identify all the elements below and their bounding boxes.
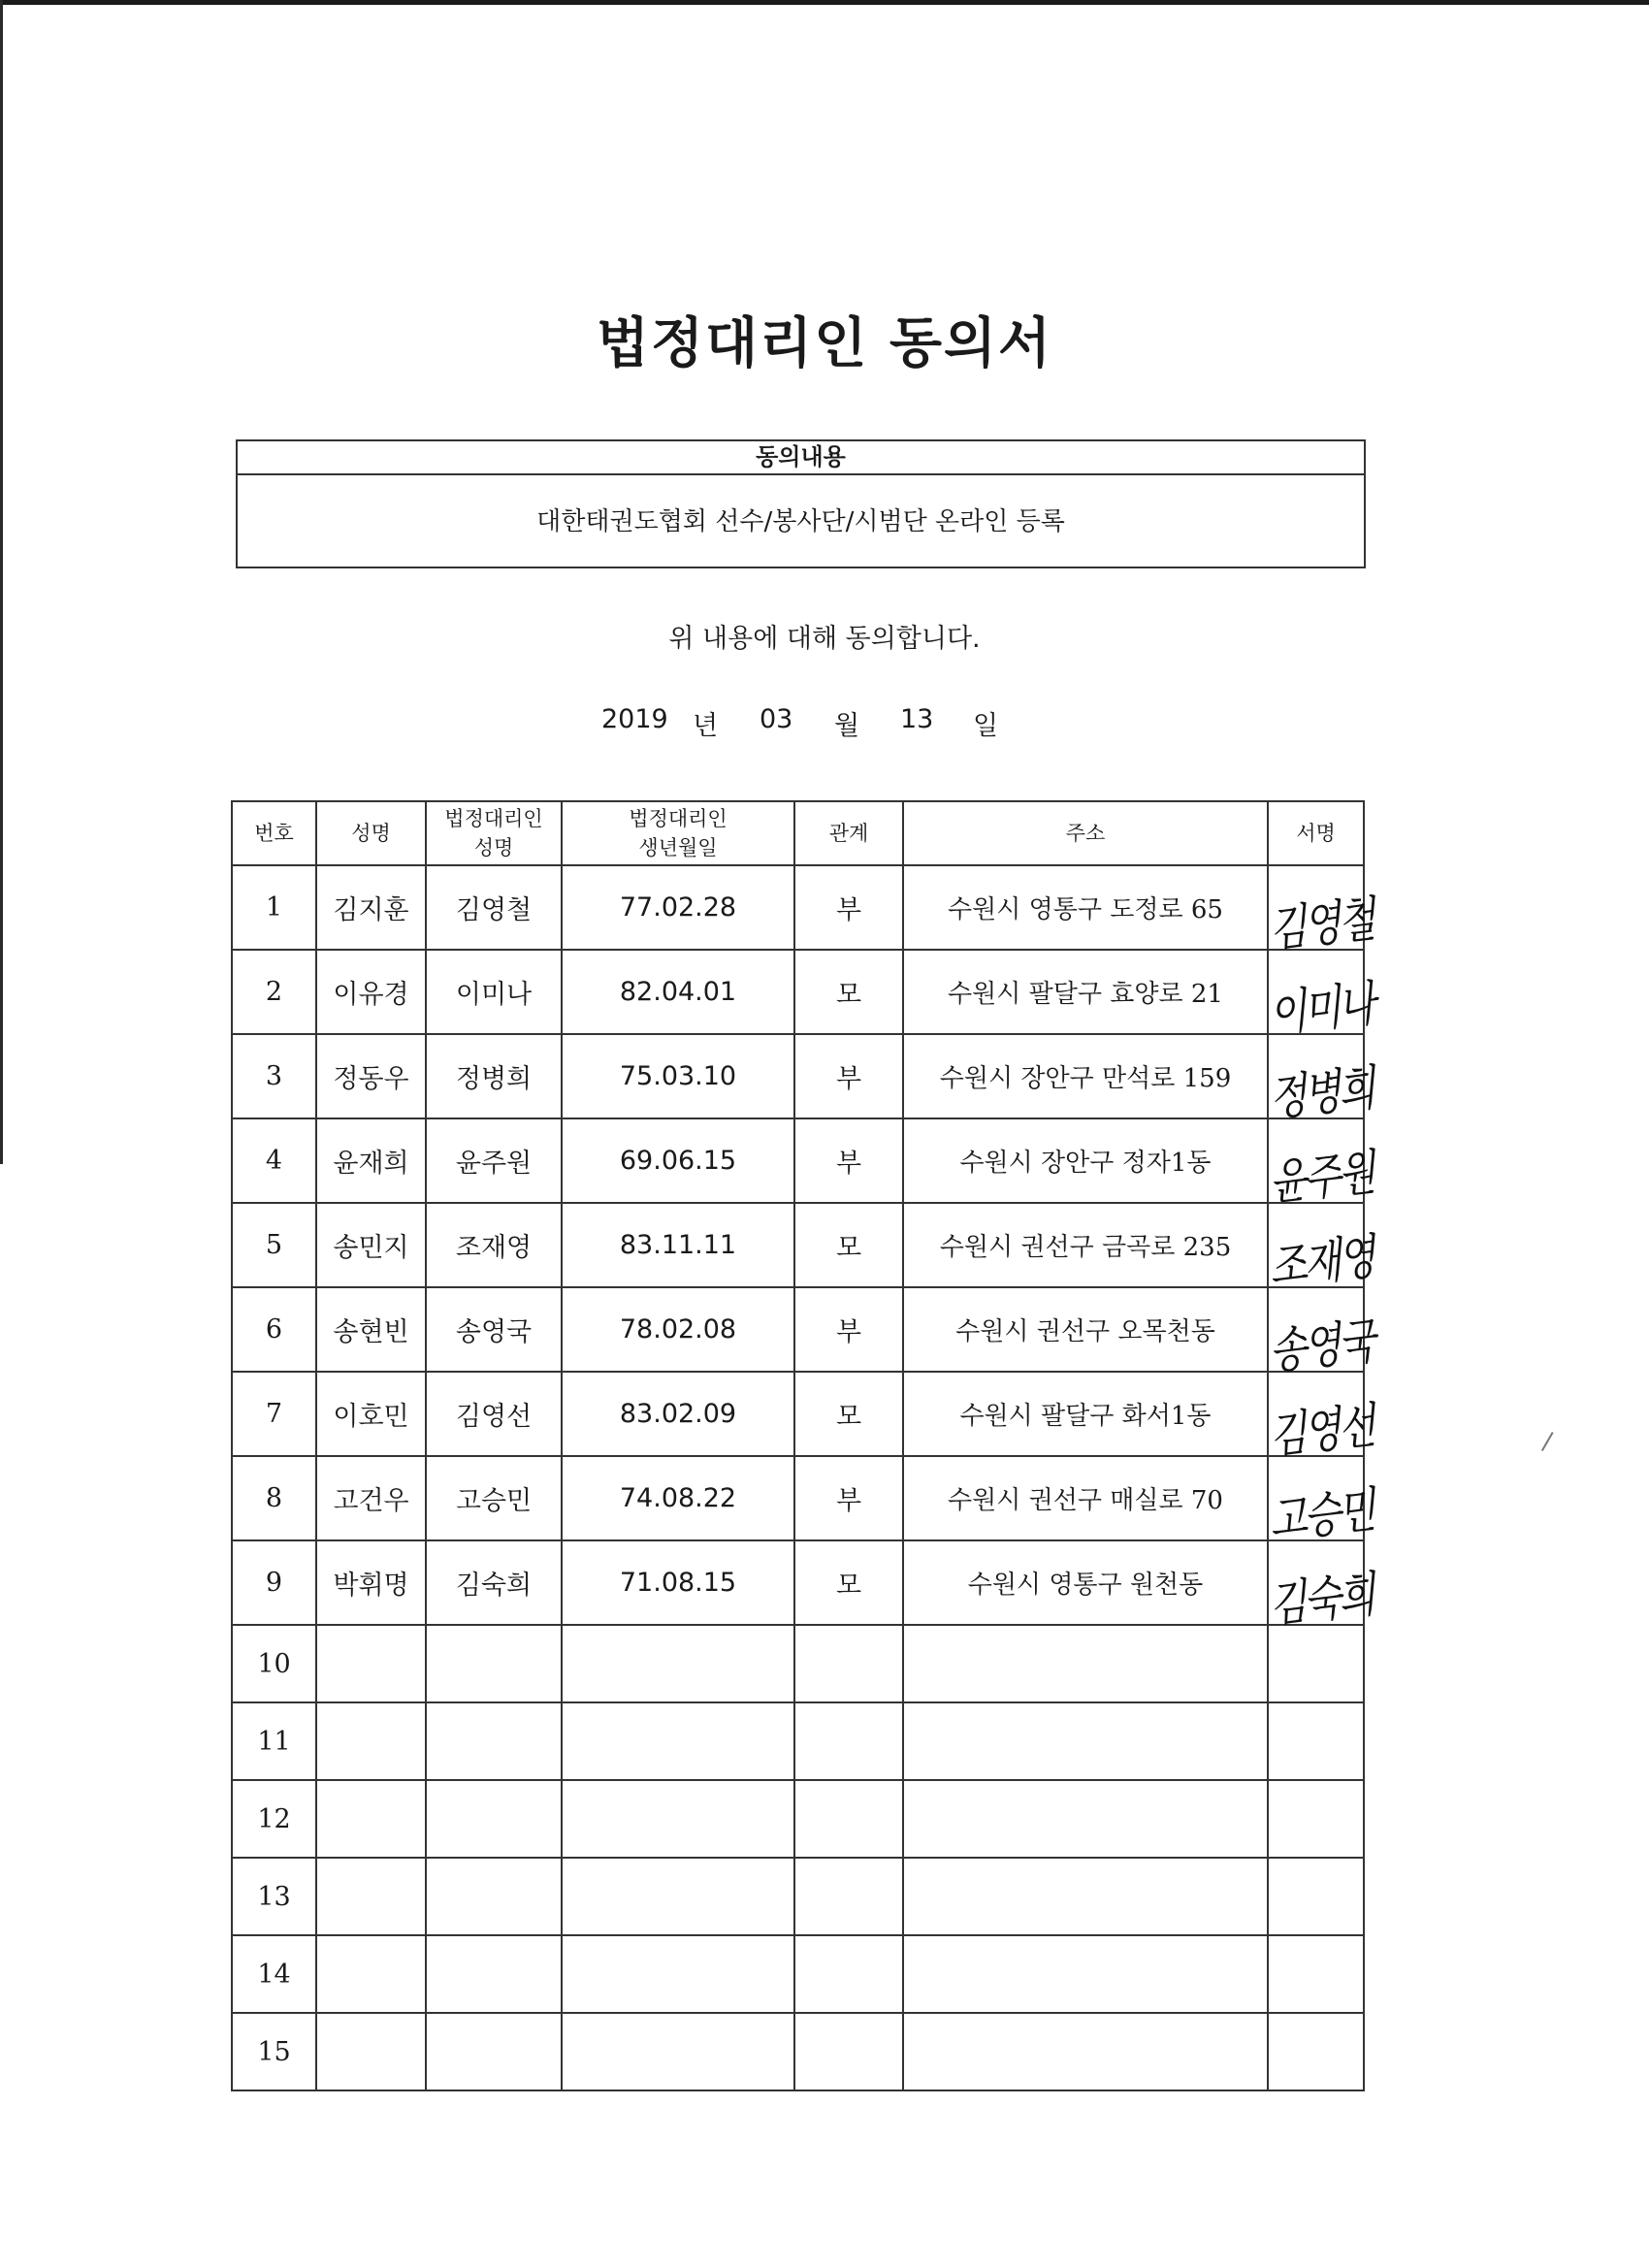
- table-row: [232, 1780, 1364, 1858]
- row-guardian-birth: [562, 1858, 794, 1935]
- row-address: [903, 1702, 1268, 1780]
- table-row: [232, 2013, 1364, 2090]
- row-signature-cell: [1266, 865, 1376, 959]
- header-relation: 관계: [794, 801, 903, 865]
- row-number: 3: [232, 1034, 316, 1118]
- row-signature-cell: [1268, 1858, 1364, 1935]
- row-number: 5: [232, 1203, 316, 1287]
- stray-pen-mark: [1541, 1432, 1557, 1453]
- row-relation: 모: [794, 1372, 903, 1456]
- row-signature-cell: [1268, 2013, 1364, 2090]
- row-guardian-birth: 77.02.28: [562, 865, 794, 950]
- row-guardian-birth: [562, 1625, 794, 1702]
- row-address: 수원시 권선구 금곡로 235: [903, 1203, 1268, 1287]
- row-relation: [794, 1625, 903, 1702]
- row-guardian-name: 김영선: [426, 1372, 562, 1456]
- handwritten-signature: 이미나: [1266, 976, 1376, 1044]
- row-signature-cell: [1268, 1780, 1364, 1858]
- row-address: [903, 1780, 1268, 1858]
- header-signature: 서명: [1268, 801, 1364, 865]
- row-relation: [794, 1702, 903, 1780]
- row-signature-cell: [1266, 1372, 1376, 1466]
- header-address: 주소: [903, 801, 1268, 865]
- row-name: [316, 2013, 426, 2090]
- row-address: [903, 1625, 1268, 1702]
- consent-box: [236, 439, 1366, 568]
- row-name: [316, 1858, 426, 1935]
- date-month: 03: [760, 704, 793, 734]
- row-guardian-birth: 83.02.09: [562, 1372, 794, 1456]
- row-guardian-birth: [562, 1780, 794, 1858]
- row-signature-cell: [1268, 1702, 1364, 1780]
- row-name: 정동우: [316, 1034, 426, 1118]
- row-address: 수원시 영통구 원천동: [903, 1540, 1268, 1625]
- row-signature-cell: [1266, 1456, 1376, 1550]
- header-guardian-birth-line2: 생년월일: [638, 836, 718, 859]
- row-guardian-name: [426, 1780, 562, 1858]
- scan-border-top: [0, 0, 1649, 5]
- row-relation: [794, 1858, 903, 1935]
- row-guardian-birth: 69.06.15: [562, 1118, 794, 1203]
- row-relation: [794, 1935, 903, 2013]
- row-number: 7: [232, 1372, 316, 1456]
- row-signature-cell: [1268, 1935, 1364, 2013]
- row-number: 14: [232, 1935, 316, 2013]
- row-name: 이호민: [316, 1372, 426, 1456]
- table-row: [232, 950, 1364, 1034]
- row-guardian-name: 고승민: [426, 1456, 562, 1540]
- row-relation: 부: [794, 1034, 903, 1118]
- handwritten-signature: 조재영: [1266, 1229, 1376, 1297]
- table-row: [232, 1372, 1364, 1456]
- row-guardian-birth: 83.11.11: [562, 1203, 794, 1287]
- row-address: 수원시 장안구 정자1동: [903, 1118, 1268, 1203]
- row-signature-cell: [1266, 1540, 1376, 1635]
- row-guardian-birth: 71.08.15: [562, 1540, 794, 1625]
- table-row: [232, 1625, 1364, 1702]
- row-address: 수원시 팔달구 화서1동: [903, 1372, 1268, 1456]
- handwritten-signature: 송영국: [1266, 1313, 1376, 1381]
- header-name: 성명: [316, 801, 426, 865]
- table-row: [232, 1118, 1364, 1203]
- agreement-statement: 위 내용에 대해 동의합니다.: [668, 624, 981, 654]
- table-row: [232, 1456, 1364, 1540]
- table-row: [232, 1935, 1364, 2013]
- table-row: [232, 1702, 1364, 1780]
- row-guardian-name: [426, 1702, 562, 1780]
- table-row: [232, 1034, 1364, 1118]
- date-month-unit: 월: [834, 711, 860, 741]
- table-row: [232, 1540, 1364, 1625]
- date-year: 2019: [601, 704, 668, 734]
- row-address: [903, 1935, 1268, 2013]
- row-name: [316, 1625, 426, 1702]
- row-name: 박휘명: [316, 1540, 426, 1625]
- table-row: [232, 1203, 1364, 1287]
- document-title: 법정대리인 동의서: [596, 312, 1053, 375]
- row-relation: 모: [794, 1540, 903, 1625]
- row-guardian-birth: [562, 1935, 794, 2013]
- row-number: 13: [232, 1858, 316, 1935]
- row-relation: 모: [794, 950, 903, 1034]
- row-number: 6: [232, 1287, 316, 1372]
- row-guardian-name: 정병희: [426, 1034, 562, 1118]
- row-address: [903, 2013, 1268, 2090]
- row-number: 10: [232, 1625, 316, 1702]
- row-number: 2: [232, 950, 316, 1034]
- row-guardian-name: 이미나: [426, 950, 562, 1034]
- row-name: [316, 1702, 426, 1780]
- row-guardian-name: [426, 2013, 562, 2090]
- row-signature-cell: [1266, 1287, 1376, 1381]
- row-relation: [794, 1780, 903, 1858]
- row-address: [903, 1858, 1268, 1935]
- row-address: 수원시 팔달구 효양로 21: [903, 950, 1268, 1034]
- handwritten-signature: 윤주원: [1266, 1145, 1376, 1213]
- row-address: 수원시 권선구 매실로 70: [903, 1456, 1268, 1540]
- row-relation: 부: [794, 1118, 903, 1203]
- row-guardian-birth: [562, 1702, 794, 1780]
- row-guardian-name: [426, 1935, 562, 2013]
- header-guardian-name: [426, 801, 562, 865]
- handwritten-signature: 정병희: [1266, 1060, 1376, 1128]
- row-signature-cell: [1266, 1034, 1376, 1128]
- row-guardian-name: [426, 1625, 562, 1702]
- row-address: 수원시 권선구 오목천동: [903, 1287, 1268, 1372]
- date-day: 13: [900, 704, 934, 734]
- row-relation: 부: [794, 1287, 903, 1372]
- row-number: 15: [232, 2013, 316, 2090]
- row-name: 송현빈: [316, 1287, 426, 1372]
- row-signature-cell: [1266, 1203, 1376, 1297]
- header-guardian-birth-line1: 법정대리인: [629, 807, 728, 830]
- row-name: 고건우: [316, 1456, 426, 1540]
- row-name: 김지훈: [316, 865, 426, 950]
- table-row: [232, 1287, 1364, 1372]
- handwritten-signature: 김숙희: [1266, 1567, 1376, 1635]
- header-guardian-birth: [562, 801, 794, 865]
- row-guardian-name: [426, 1858, 562, 1935]
- scan-border-left: [0, 0, 3, 1164]
- table-row: [232, 1858, 1364, 1935]
- row-relation: 부: [794, 865, 903, 950]
- header-guardian-name-line1: 법정대리인: [444, 807, 543, 830]
- row-number: 12: [232, 1780, 316, 1858]
- row-number: 1: [232, 865, 316, 950]
- row-name: 윤재희: [316, 1118, 426, 1203]
- row-number: 11: [232, 1702, 316, 1780]
- row-relation: [794, 2013, 903, 2090]
- handwritten-signature: 김영철: [1266, 891, 1376, 959]
- date-day-unit: 일: [973, 711, 999, 741]
- row-name: [316, 1935, 426, 2013]
- row-address: 수원시 장안구 만석로 159: [903, 1034, 1268, 1118]
- row-guardian-name: 조재영: [426, 1203, 562, 1287]
- row-guardian-name: 윤주원: [426, 1118, 562, 1203]
- row-number: 8: [232, 1456, 316, 1540]
- row-signature-cell: [1266, 1118, 1376, 1213]
- header-no: 번호: [232, 801, 316, 865]
- row-number: 9: [232, 1540, 316, 1625]
- row-signature-cell: [1266, 950, 1376, 1044]
- row-signature-cell: [1268, 1625, 1364, 1702]
- handwritten-signature: 김영선: [1266, 1398, 1376, 1466]
- row-guardian-name: 김영철: [426, 865, 562, 950]
- row-guardian-name: 송영국: [426, 1287, 562, 1372]
- row-guardian-birth: [562, 2013, 794, 2090]
- row-relation: 모: [794, 1203, 903, 1287]
- row-guardian-birth: 78.02.08: [562, 1287, 794, 1372]
- table-header-row: [232, 801, 1364, 865]
- handwritten-signature: 고승민: [1266, 1482, 1376, 1550]
- date-year-unit: 년: [693, 711, 719, 741]
- header-guardian-name-line2: 성명: [473, 836, 514, 859]
- table-row: [232, 865, 1364, 950]
- guardian-table: [231, 800, 1376, 2091]
- row-guardian-name: 김숙희: [426, 1540, 562, 1625]
- row-guardian-birth: 74.08.22: [562, 1456, 794, 1540]
- row-relation: 부: [794, 1456, 903, 1540]
- row-guardian-birth: 82.04.01: [562, 950, 794, 1034]
- row-name: [316, 1780, 426, 1858]
- row-address: 수원시 영통구 도정로 65: [903, 865, 1268, 950]
- row-number: 4: [232, 1118, 316, 1203]
- row-guardian-birth: 75.03.10: [562, 1034, 794, 1118]
- row-name: 송민지: [316, 1203, 426, 1287]
- consent-header: 동의내용: [238, 441, 1364, 475]
- consent-body: 대한태권도협회 선수/봉사단/시범단 온라인 등록: [536, 507, 1065, 536]
- row-name: 이유경: [316, 950, 426, 1034]
